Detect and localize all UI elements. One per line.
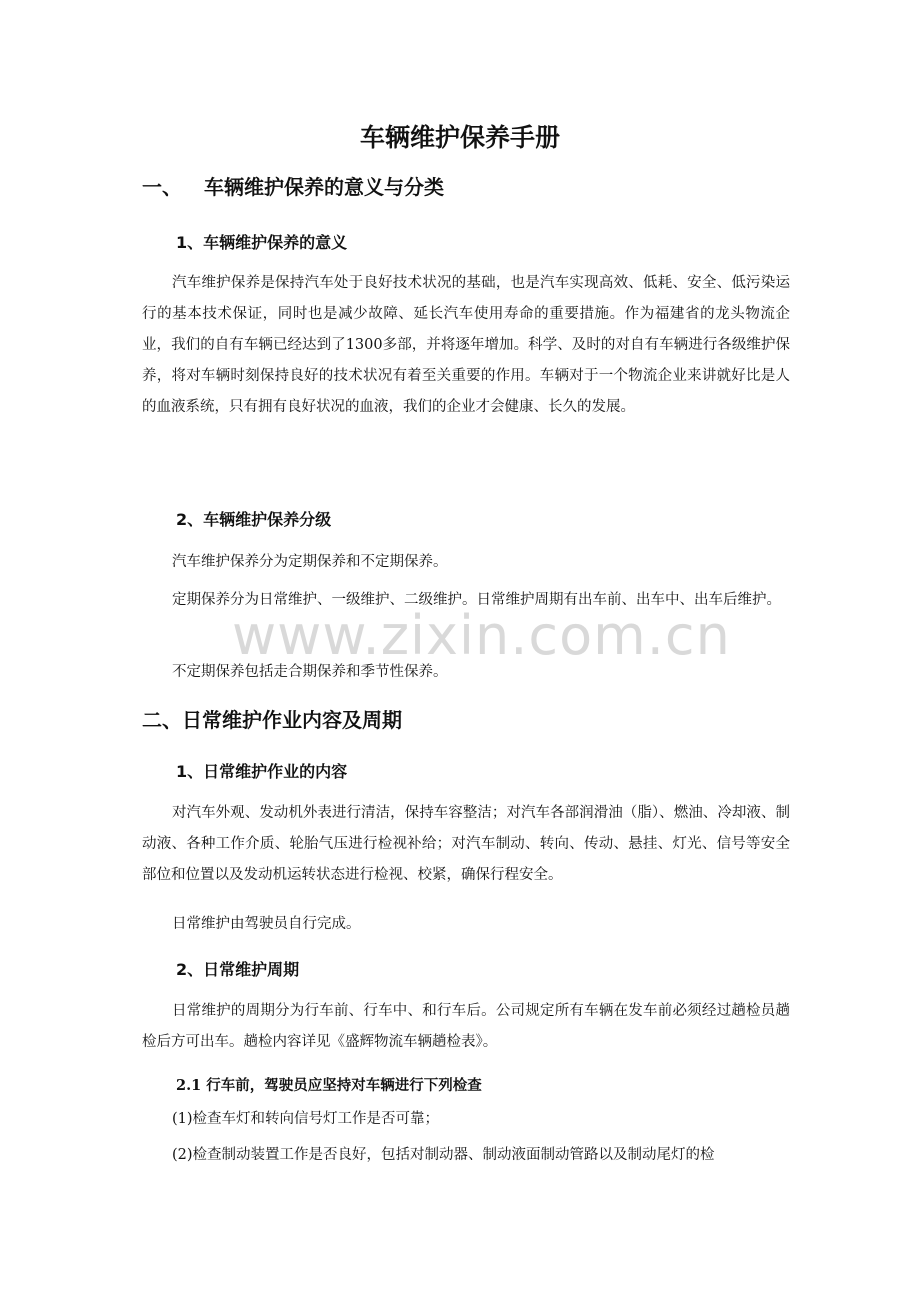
paragraph-maintenance-significance: 汽车维护保养是保持汽车处于良好技术状况的基础，也是汽车实现高效、低耗、安全、低污染运行的基本技术保证，同时也是减少故障、延长汽车使用寿命的重要措施。作为福建省的龙头物流企业，我们的自有车辆已经达到了1300多部，并将逐年增加。科学、及时的对自有车辆进行各级维护保养，将对车辆时刻保持良好的技术状况有着至关重要的作用。车辆对于一个物流企业来讲就好比是人的血液系统，只有拥有良好状况的血液，我们的企业才会健康、长久的发展。 xyxy=(142,275,790,415)
subsection-heading-2-1-pretrip: 2.1 行车前，驾驶员应坚持对车辆进行下列检查 xyxy=(176,1077,482,1094)
subsection-heading-1-2: 2、车辆维护保养分级 xyxy=(176,510,332,529)
paragraph-daily-cycle: 日常维护的周期分为行车前、行车中、和行车后。公司规定所有车辆在发车前必须经过趟检员趟检后方可出车。趟检内容详见《盛辉物流车辆趟检表》。 xyxy=(142,1003,790,1050)
paragraph-classification-1: 汽车维护保养分为定期保养和不定期保养。 xyxy=(172,554,448,570)
section-heading-1 xyxy=(142,171,444,200)
subsection-heading-2-2: 2、日常维护周期 xyxy=(176,960,300,979)
document-title: 车辆维护保养手册 xyxy=(359,123,560,152)
subsection-heading-1-1: 1、车辆维护保养的意义 xyxy=(176,233,348,252)
section-title-1: 车辆维护保养的意义与分类 xyxy=(204,175,444,199)
section-number-1: 一、 xyxy=(142,175,182,199)
paragraph-classification-2: 定期保养分为日常维护、一级维护、二级维护。日常维护周期有出车前、出车中、出车后维护。 xyxy=(172,592,781,608)
paragraph-daily-driver: 日常维护由驾驶员自行完成。 xyxy=(172,916,361,932)
paragraph-daily-content: 对汽车外观、发动机外表进行清洁，保持车容整洁；对汽车各部润滑油（脂）、燃油、冷却液、制动液、各种工作介质、轮胎气压进行检视补给；对汽车制动、转向、传动、悬挂、灯光、信号等安全部位和位置以及发动机运转状态进行检视、校紧，确保行程安全。 xyxy=(142,805,790,883)
paragraph-classification-3: 不定期保养包括走合期保养和季节性保养。 xyxy=(172,664,448,680)
checklist-item-2: (2)检查制动装置工作是否良好，包括对制动器、制动液面制动管路以及制动尾灯的检 xyxy=(172,1147,715,1163)
section-heading-2: 二、日常维护作业内容及周期 xyxy=(142,708,402,732)
subsection-heading-2-1: 1、日常维护作业的内容 xyxy=(176,762,348,781)
checklist-item-1: (1)检查车灯和转向信号灯工作是否可靠； xyxy=(172,1111,440,1127)
watermark-text: www.zixin.com.cn xyxy=(232,604,731,667)
